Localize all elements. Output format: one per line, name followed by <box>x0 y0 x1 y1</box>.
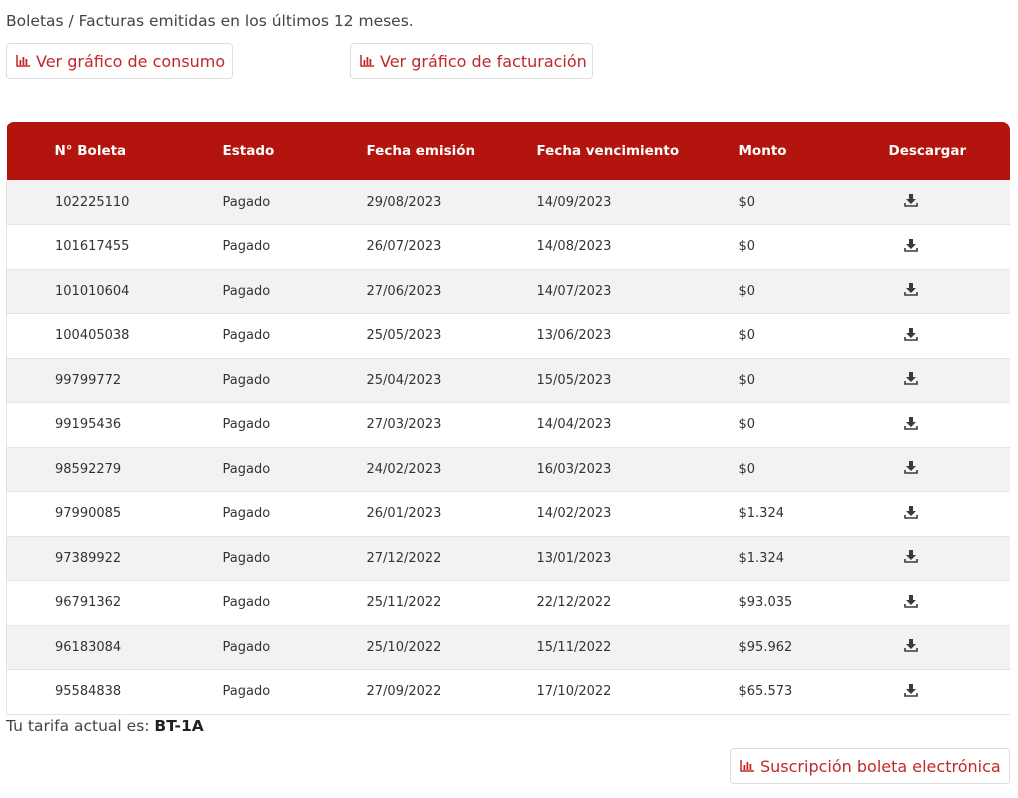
cell-estado: Pagado <box>223 403 367 448</box>
cell-vencimiento: 14/08/2023 <box>537 225 739 270</box>
cell-emision: 26/07/2023 <box>367 225 537 270</box>
cell-estado: Pagado <box>223 180 367 225</box>
cell-descargar <box>889 358 1011 403</box>
table-row <box>7 447 1011 492</box>
cell-emision: 27/12/2022 <box>367 536 537 581</box>
table-row <box>7 492 1011 537</box>
cell-numero: 99195436 <box>7 403 223 448</box>
cell-monto: $65.573 <box>739 670 889 715</box>
cell-monto: $95.962 <box>739 625 889 670</box>
cell-emision: 27/03/2023 <box>367 403 537 448</box>
cell-descargar <box>889 536 1011 581</box>
cell-estado: Pagado <box>223 492 367 537</box>
cell-vencimiento: 14/02/2023 <box>537 492 739 537</box>
header-descargar: Descargar <box>888 143 967 159</box>
cell-numero: 98592279 <box>7 447 223 492</box>
header-estado: Estado <box>222 143 275 159</box>
cell-emision: 25/11/2022 <box>367 581 537 626</box>
cell-estado: Pagado <box>223 447 367 492</box>
cell-descargar <box>889 625 1011 670</box>
cell-descargar <box>889 581 1011 626</box>
download-icon[interactable] <box>904 238 918 256</box>
cell-emision: 25/05/2023 <box>367 314 537 359</box>
table-row <box>7 269 1011 314</box>
cell-descargar <box>889 225 1011 270</box>
download-icon[interactable] <box>904 505 918 523</box>
cell-monto: $0 <box>739 358 889 403</box>
cell-descargar <box>889 403 1011 448</box>
download-icon[interactable] <box>904 549 918 567</box>
table-row <box>7 625 1011 670</box>
cell-estado: Pagado <box>223 536 367 581</box>
cell-numero: 97990085 <box>7 492 223 537</box>
tariff-value: BT-1A <box>154 717 204 735</box>
table-row <box>7 670 1011 715</box>
cell-numero: 101617455 <box>7 225 223 270</box>
consumption-chart-button[interactable] <box>6 43 233 79</box>
cell-numero: 99799772 <box>7 358 223 403</box>
header-emision: Fecha emisión <box>366 143 476 159</box>
billing-chart-label: Ver gráfico de facturación <box>380 51 587 71</box>
cell-monto: $0 <box>739 314 889 359</box>
cell-emision: 25/10/2022 <box>367 625 537 670</box>
cell-estado: Pagado <box>223 625 367 670</box>
cell-estado: Pagado <box>223 581 367 626</box>
cell-vencimiento: 22/12/2022 <box>537 581 739 626</box>
cell-numero: 95584838 <box>7 670 223 715</box>
cell-estado: Pagado <box>223 314 367 359</box>
cell-descargar <box>889 492 1011 537</box>
download-icon[interactable] <box>904 638 918 656</box>
table-row <box>7 358 1011 403</box>
cell-monto: $1.324 <box>739 492 889 537</box>
table-row <box>7 403 1011 448</box>
header-vencimiento: Fecha vencimiento <box>536 143 680 159</box>
download-icon[interactable] <box>904 460 918 478</box>
cell-vencimiento: 14/09/2023 <box>537 180 739 225</box>
bar-chart-icon <box>360 55 374 67</box>
cell-vencimiento: 13/01/2023 <box>537 536 739 581</box>
header-monto: Monto <box>738 143 787 159</box>
intro-text: Boletas / Facturas emitidas en los últimos 12 meses. <box>6 12 414 30</box>
cell-vencimiento: 15/11/2022 <box>537 625 739 670</box>
cell-numero: 100405038 <box>7 314 223 359</box>
cell-monto: $0 <box>739 180 889 225</box>
cell-vencimiento: 16/03/2023 <box>537 447 739 492</box>
cell-monto: $0 <box>739 225 889 270</box>
cell-vencimiento: 14/04/2023 <box>537 403 739 448</box>
cell-vencimiento: 13/06/2023 <box>537 314 739 359</box>
cell-descargar <box>889 447 1011 492</box>
cell-descargar <box>889 670 1011 715</box>
cell-vencimiento: 17/10/2022 <box>537 670 739 715</box>
cell-descargar <box>889 269 1011 314</box>
cell-numero: 101010604 <box>7 269 223 314</box>
current-tariff <box>6 717 204 735</box>
bar-chart-icon <box>740 760 754 772</box>
header-numero: N° Boleta <box>54 143 127 159</box>
cell-emision: 24/02/2023 <box>367 447 537 492</box>
billing-chart-button[interactable] <box>350 43 593 79</box>
table-row <box>7 536 1011 581</box>
e-invoice-subscription-button[interactable] <box>730 748 1010 784</box>
cell-monto: $0 <box>739 269 889 314</box>
download-icon[interactable] <box>904 416 918 434</box>
cell-estado: Pagado <box>223 269 367 314</box>
download-icon[interactable] <box>904 327 918 345</box>
cell-numero: 96791362 <box>7 581 223 626</box>
download-icon[interactable] <box>904 282 918 300</box>
cell-descargar <box>889 180 1011 225</box>
cell-numero: 97389922 <box>7 536 223 581</box>
cell-monto: $93.035 <box>739 581 889 626</box>
download-icon[interactable] <box>904 371 918 389</box>
download-icon[interactable] <box>904 594 918 612</box>
cell-estado: Pagado <box>223 670 367 715</box>
download-icon[interactable] <box>904 193 918 211</box>
cell-emision: 29/08/2023 <box>367 180 537 225</box>
cell-numero: 102225110 <box>7 180 223 225</box>
cell-emision: 27/06/2023 <box>367 269 537 314</box>
table-row <box>7 314 1011 359</box>
cell-estado: Pagado <box>223 358 367 403</box>
cell-monto: $0 <box>739 447 889 492</box>
table-row <box>7 180 1011 225</box>
bar-chart-icon <box>16 55 30 67</box>
cell-monto: $0 <box>739 403 889 448</box>
cell-numero: 96183084 <box>7 625 223 670</box>
cell-emision: 26/01/2023 <box>367 492 537 537</box>
e-invoice-subscription-label: Suscripción boleta electrónica <box>760 756 1001 776</box>
cell-monto: $1.324 <box>739 536 889 581</box>
invoices-table <box>6 122 1010 715</box>
consumption-chart-label: Ver gráfico de consumo <box>36 51 226 71</box>
cell-emision: 27/09/2022 <box>367 670 537 715</box>
table-row <box>7 581 1011 626</box>
cell-descargar <box>889 314 1011 359</box>
cell-vencimiento: 15/05/2023 <box>537 358 739 403</box>
table-row <box>7 225 1011 270</box>
cell-emision: 25/04/2023 <box>367 358 537 403</box>
table-header-row <box>7 122 1011 180</box>
cell-estado: Pagado <box>223 225 367 270</box>
download-icon[interactable] <box>904 683 918 701</box>
cell-vencimiento: 14/07/2023 <box>537 269 739 314</box>
tariff-label: Tu tarifa actual es: <box>6 717 155 735</box>
